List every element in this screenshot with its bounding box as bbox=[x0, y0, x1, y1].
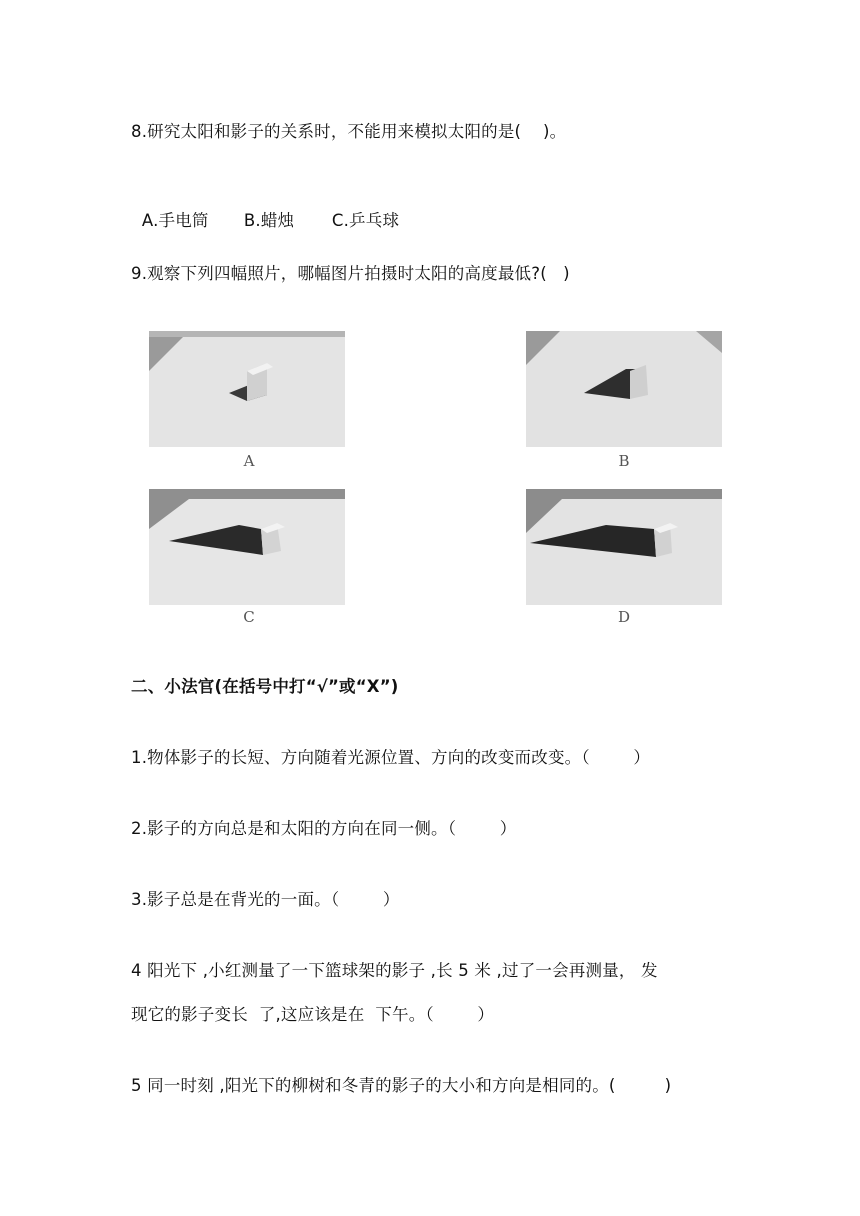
photo-b-label: B bbox=[618, 452, 630, 470]
question-8-options bbox=[131, 188, 399, 231]
judge-item-2: 2.影子的方向总是和太阳的方向在同一侧。（ ） bbox=[131, 819, 517, 838]
section-2-title: 二、小法官(在括号中打“√”或“X”) bbox=[131, 677, 399, 696]
photo-c-label: C bbox=[243, 608, 255, 626]
question-8: 8.研究太阳和影子的关系时，不能用来模拟太阳的是( )。 bbox=[131, 122, 567, 141]
photo-a bbox=[149, 331, 345, 447]
judge-item-4-line-1: 4 阳光下 ,小红测量了一下篮球架的影子 ,长 5 米 ,过了一会再测量， 发 bbox=[131, 961, 658, 980]
judge-item-5: 5 同一时刻 ,阳光下的柳树和冬青的影子的大小和方向是相同的。( ) bbox=[131, 1076, 672, 1095]
question-9: 9.观察下列四幅照片，哪幅图片拍摄时太阳的高度最低?( ) bbox=[131, 264, 570, 283]
judge-item-1: 1.物体影子的长短、方向随着光源位置、方向的改变而改变。（ ） bbox=[131, 748, 651, 767]
photo-d bbox=[526, 489, 722, 605]
judge-item-3: 3.影子总是在背光的一面。（ ） bbox=[131, 890, 400, 909]
photo-c bbox=[149, 489, 345, 605]
option-b: B.蜡烛 bbox=[243, 211, 295, 230]
photo-a-label: A bbox=[243, 452, 255, 470]
photo-d-label: D bbox=[617, 608, 631, 626]
option-a: A.手电筒 bbox=[141, 211, 209, 230]
photo-b bbox=[526, 331, 722, 447]
option-c: C.乒乓球 bbox=[331, 211, 400, 230]
judge-item-4-line-2: 现它的影子变长 了,这应该是在 下午。（ ） bbox=[131, 1005, 495, 1024]
